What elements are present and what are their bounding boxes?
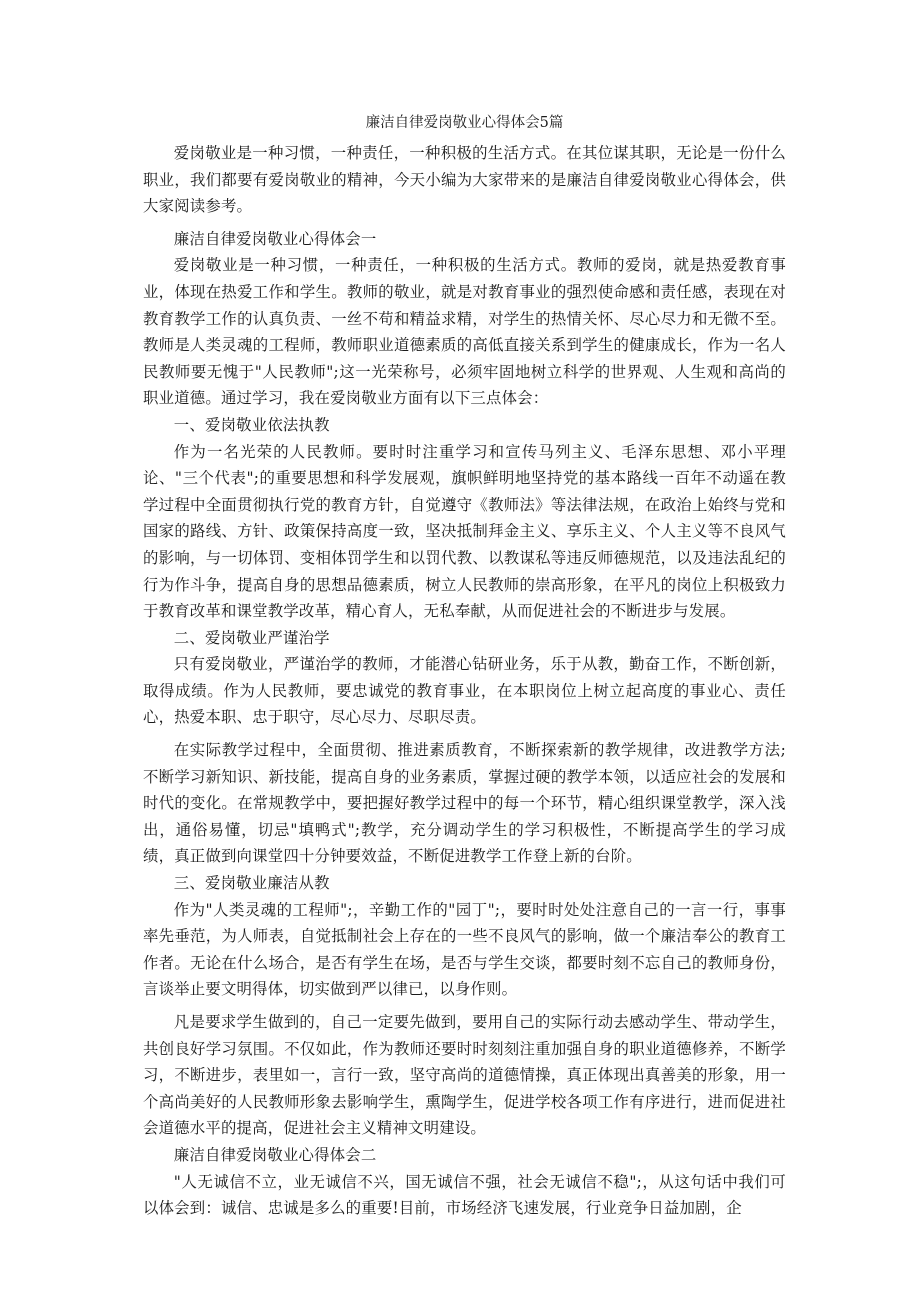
point-3-paragraph-1: 作为"人类灵魂的工程师";，辛勤工作的"园丁";，要时时处处注意自己的一言一行，事事率先垂范，为人师表，自觉抵制社会上存在的一些不良风气的影响，做一个廉洁奉公的教育工作者。无论在什么场合，是否有学生在场，是否与学生交谈，都要时刻不忘自己的教师身份，言谈举止要文明得体，切实做到严以律已，以身作则。 [143, 900, 786, 999]
document-page [143, 112, 786, 1222]
section-1-title: 廉洁自律爱岗敬业心得体会一 [173, 229, 377, 248]
point-1-paragraph: 作为一名光荣的人民教师。要时时注重学习和宣传马列主义、毛泽东思想、邓小平理论、"三个代表";的重要思想和科学发展观，旗帜鲜明地坚持党的基本路线一百年不动遥在教学过程中全面贯彻执行党的教育方针，自觉遵守《教师法》等法律法规，在政治上始终与党和国家的路线、方针、政策保持高度一致，坚决抵制拜金主义、享乐主义、个人主义等不良风气的影响，与一切体罚、变相体罚学生和以罚代教、以教谋私等违反师德规范，以及违法乱纪的行为作斗争，提高自身的思想品德素质，树立人民教师的崇高形象，在平凡的岗位上积极致力于教育改革和课堂教学改革，精心育人，无私奉献，从而促进社会的不断进步与发展。 [143, 442, 786, 621]
section-1-paragraph: 爱岗敬业是一种习惯，一种责任，一种积极的生活方式。教师的爱岗，就是热爱教育事业，体现在热爱工作和学生。教师的敬业，就是对教育事业的强烈使命感和责任感，表现在对教育教学工作的认真负责、一丝不苟和精益求精，对学生的热情关怀、尽心尽力和无微不至。教师是人类灵魂的工程师，教师职业道德素质的高低直接关系到学生的健康成长，作为一名人民教师要无愧于"人民教师";这一光荣称号，必须牢固地树立科学的世界观、人生观和高尚的职业道德。通过学习，我在爱岗敬业方面有以下三点体会： [143, 256, 786, 408]
point-2-title: 二、爱岗敬业严谨治学 [173, 628, 330, 647]
document-title: 廉洁自律爱岗敬业心得体会5篇 [365, 115, 564, 131]
point-2-paragraph-2: 在实际教学过程中，全面贯彻、推进素质教育，不断探索新的教学规律，改进教学方法;不断学习新知识、新技能，提高自身的业务素质，掌握过硬的教学本领，以适应社会的发展和时代的变化。在常规教学中，要把握好教学过程中的每一个环节，精心组织课堂教学，深入浅出，通俗易懂，切忌"填鸭式";教学，充分调动学生的学习积极性，不断提高学生的学习成绩，真正做到向课堂四十分钟要效益，不断促进教学工作登上新的台阶。 [143, 741, 786, 866]
point-3-paragraph-2: 凡是要求学生做到的，自己一定要先做到，要用自己的实际行动去感动学生、带动学生，共创良好学习氛围。不仅如此，作为教师还要时时刻刻注重加强自身的职业道德修养，不断学习，不断进步，表里如一，言行一致，坚守高尚的道德情操，真正体现出真善美的形象，用一个高尚美好的人民教师形象去影响学生，熏陶学生，促进学校各项工作有序进行，进而促进社会道德水平的提高，促进社会主义精神文明建设。 [143, 1013, 786, 1138]
point-1-title: 一、爱岗敬业依法执教 [173, 415, 330, 434]
section-2-paragraph: "人无诚信不立，业无诚信不兴，国无诚信不强，社会无诚信不稳";，从这句话中我们可以体会到：诚信、忠诚是多么的重要!目前，市场经济飞速发展，行业竞争日益加剧，企 [143, 1172, 786, 1218]
intro-paragraph: 爱岗敬业是一种习惯，一种责任，一种积极的生活方式。在其位谋其职，无论是一份什么职业，我们都要有爱岗敬业的精神，今天小编为大家带来的是廉洁自律爱岗敬业心得体会，供大家阅读参考。 [143, 144, 786, 216]
section-2-title: 廉洁自律爱岗敬业心得体会二 [173, 1145, 377, 1164]
point-2-paragraph-1: 只有爱岗敬业，严谨治学的教师，才能潜心钻研业务，乐于从教，勤奋工作，不断创新，取得成绩。作为人民教师，要忠诚党的教育事业，在本职岗位上树立起高度的事业心、责任心，热爱本职、忠于职守，尽心尽力、尽职尽责。 [143, 655, 786, 727]
point-3-title: 三、爱岗敬业廉洁从教 [173, 874, 330, 893]
